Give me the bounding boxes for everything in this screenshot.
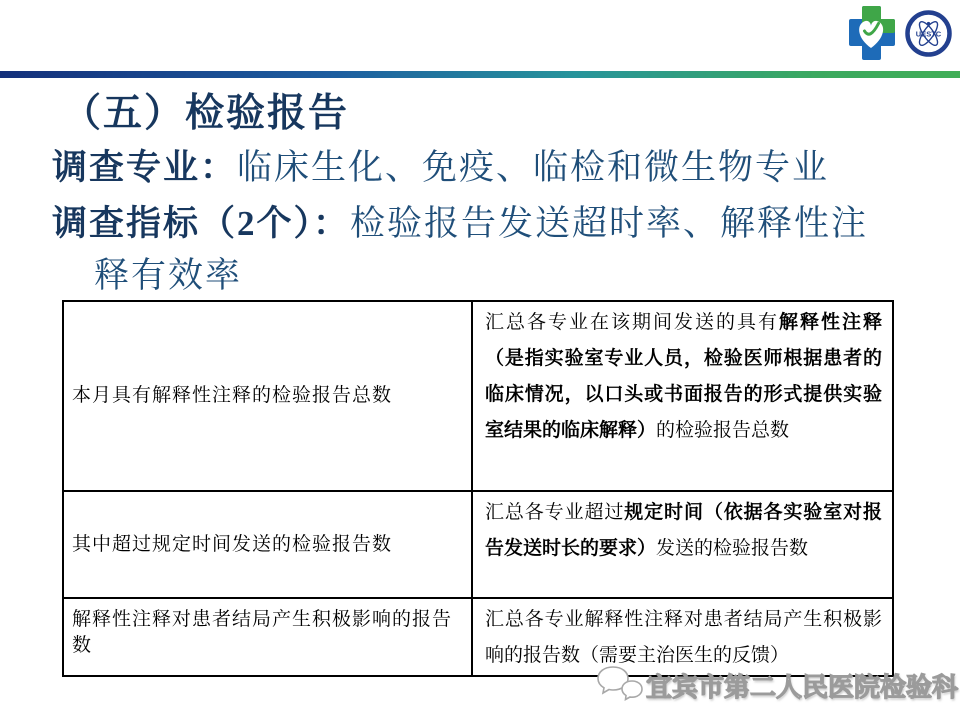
indicator-definition-table (62, 300, 894, 677)
header-divider-line (0, 71, 960, 78)
footer-watermark-text: 宜宾市第二人民医院检验科 (646, 672, 959, 702)
green-cross-hospital-logo-icon (849, 6, 895, 60)
indicator-name-cell (63, 491, 472, 598)
header-logos (849, 6, 952, 60)
definition-text: 汇总各专业在该期间发送的具有 (485, 312, 779, 333)
indicator-definition-cell (472, 491, 893, 598)
indicator-name-cell (63, 598, 472, 676)
definition-text: 的检验报告总数 (656, 420, 790, 441)
indicator-name: 本月具有解释性注释的检验报告总数 (72, 385, 393, 406)
definition-text: 汇总各专业超过 (485, 502, 625, 523)
definition-text-bold: 解释性注释（是指实验室专业人员，检验医师根据患者的临床情况，以口头或书面报告的形式提供实验室结果的临床解释） (485, 312, 882, 441)
survey-major-label: 调查专业： (52, 148, 238, 187)
indicator-definition-cell (472, 301, 893, 491)
indicator-name: 解释性注释对患者结局产生积极影响的报告数 (72, 609, 453, 656)
definition-text-bold: 规定时间（依据各实验室对报告发送时长的要求） (485, 502, 882, 559)
definition-text: 发送的检验报告数 (656, 538, 809, 559)
round-university-emblem-icon (905, 10, 952, 57)
indicator-name-cell (63, 301, 472, 491)
survey-major-line (52, 140, 829, 190)
emblem-text: UESTC (915, 29, 942, 38)
footer-watermark (596, 663, 958, 707)
table-row (63, 491, 893, 598)
survey-metric-line (52, 196, 868, 246)
speech-bubbles-icon (596, 663, 644, 707)
page-title: （五）检验报告 (62, 92, 350, 135)
indicator-name: 其中超过规定时间发送的检验报告数 (72, 533, 393, 555)
survey-metric-label: 调查指标（2个）： (52, 204, 351, 243)
survey-metric-wrap-line: 释有效率 (94, 256, 243, 295)
survey-major-text: 临床生化、免疫、临检和微生物专业 (237, 148, 830, 187)
survey-metric-text: 检验报告发送超时率、解释性注 (350, 204, 869, 243)
definition-text: 汇总各专业解释性注释对患者结局产生积极影响的报告数（需要主治医生的反馈） (485, 609, 882, 666)
table-row (63, 301, 893, 491)
